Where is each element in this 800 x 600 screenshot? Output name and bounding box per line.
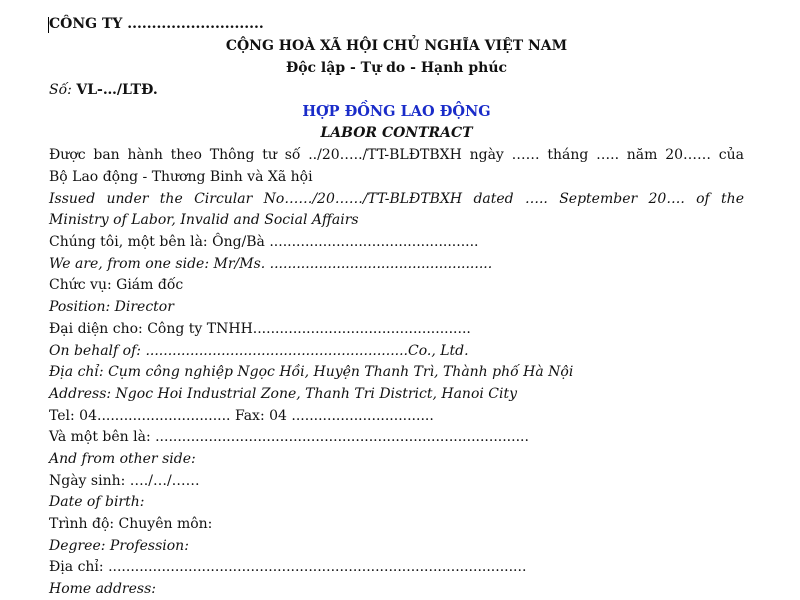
contract-number: [49, 80, 158, 100]
birth-date-vi: Ngày sinh: …./…/……: [49, 473, 200, 489]
representative-en: On behalf of: ...........................................................Co., Ltd.: [49, 343, 469, 359]
ministry-line-vi: Bộ Lao động - Thương Binh và Xã hội: [49, 169, 313, 185]
company-line: CÔNG TY ............................: [49, 16, 264, 32]
contract-title-en: LABOR CONTRACT: [320, 125, 473, 141]
contract-title-vi: HỢP ĐỒNG LAO ĐỘNG: [302, 103, 491, 120]
tel-fax: Tel: 04.............................. Fax: 04 ................................: [49, 408, 434, 424]
national-title: CỘNG HOÀ XÃ HỘI CHỦ NGHĨA VIỆT NAM: [225, 38, 568, 54]
home-address-en: Home address:: [49, 581, 156, 597]
birth-date-en: Date of birth:: [49, 494, 145, 510]
ministry-line-en: Ministry of Labor, Invalid and Social Affairs: [49, 212, 359, 228]
motto: Độc lập - Tự do - Hạnh phúc: [285, 60, 508, 76]
number-value: VL-…/LTĐ.: [76, 82, 158, 98]
party-a-vi: Chúng tôi, một bên là: Ông/Bà ...............................................: [49, 234, 479, 250]
address-vi: Địa chỉ: Cụm công nghiệp Ngọc Hồi, Huyện Thanh Trì, Thành phố Hà Nội: [49, 364, 574, 380]
number-label: Số:: [49, 82, 72, 98]
position-en: Position: Director: [49, 299, 174, 315]
degree-en: Degree: Profession:: [49, 538, 189, 554]
degree-vi: Trình độ: Chuyên môn:: [49, 516, 213, 532]
party-b-en: And from other side:: [49, 451, 196, 467]
circular-line-vi: Được ban hành theo Thông tư số ../20…../TT-BLĐTBXH ngày …… tháng ….. năm 20…… của: [49, 147, 744, 163]
representative-vi: Đại diện cho: Công ty TNHH.................................................: [49, 321, 471, 337]
address-en: Address: Ngoc Hoi Industrial Zone, Thanh Tri District, Hanoi City: [49, 386, 518, 402]
party-a-en: We are, from one side: Mr/Ms. ..................................................: [49, 256, 493, 272]
party-b-vi: Và một bên là: ....................................................................................: [49, 429, 529, 445]
circular-line-en: Issued under the Circular No……/20……/TT-BLĐTBXH dated ….. September 20…. of the: [49, 191, 744, 207]
home-address-vi: Địa chỉ: ..............................................................................................: [49, 559, 527, 575]
position-vi: Chức vụ: Giám đốc: [49, 277, 184, 293]
